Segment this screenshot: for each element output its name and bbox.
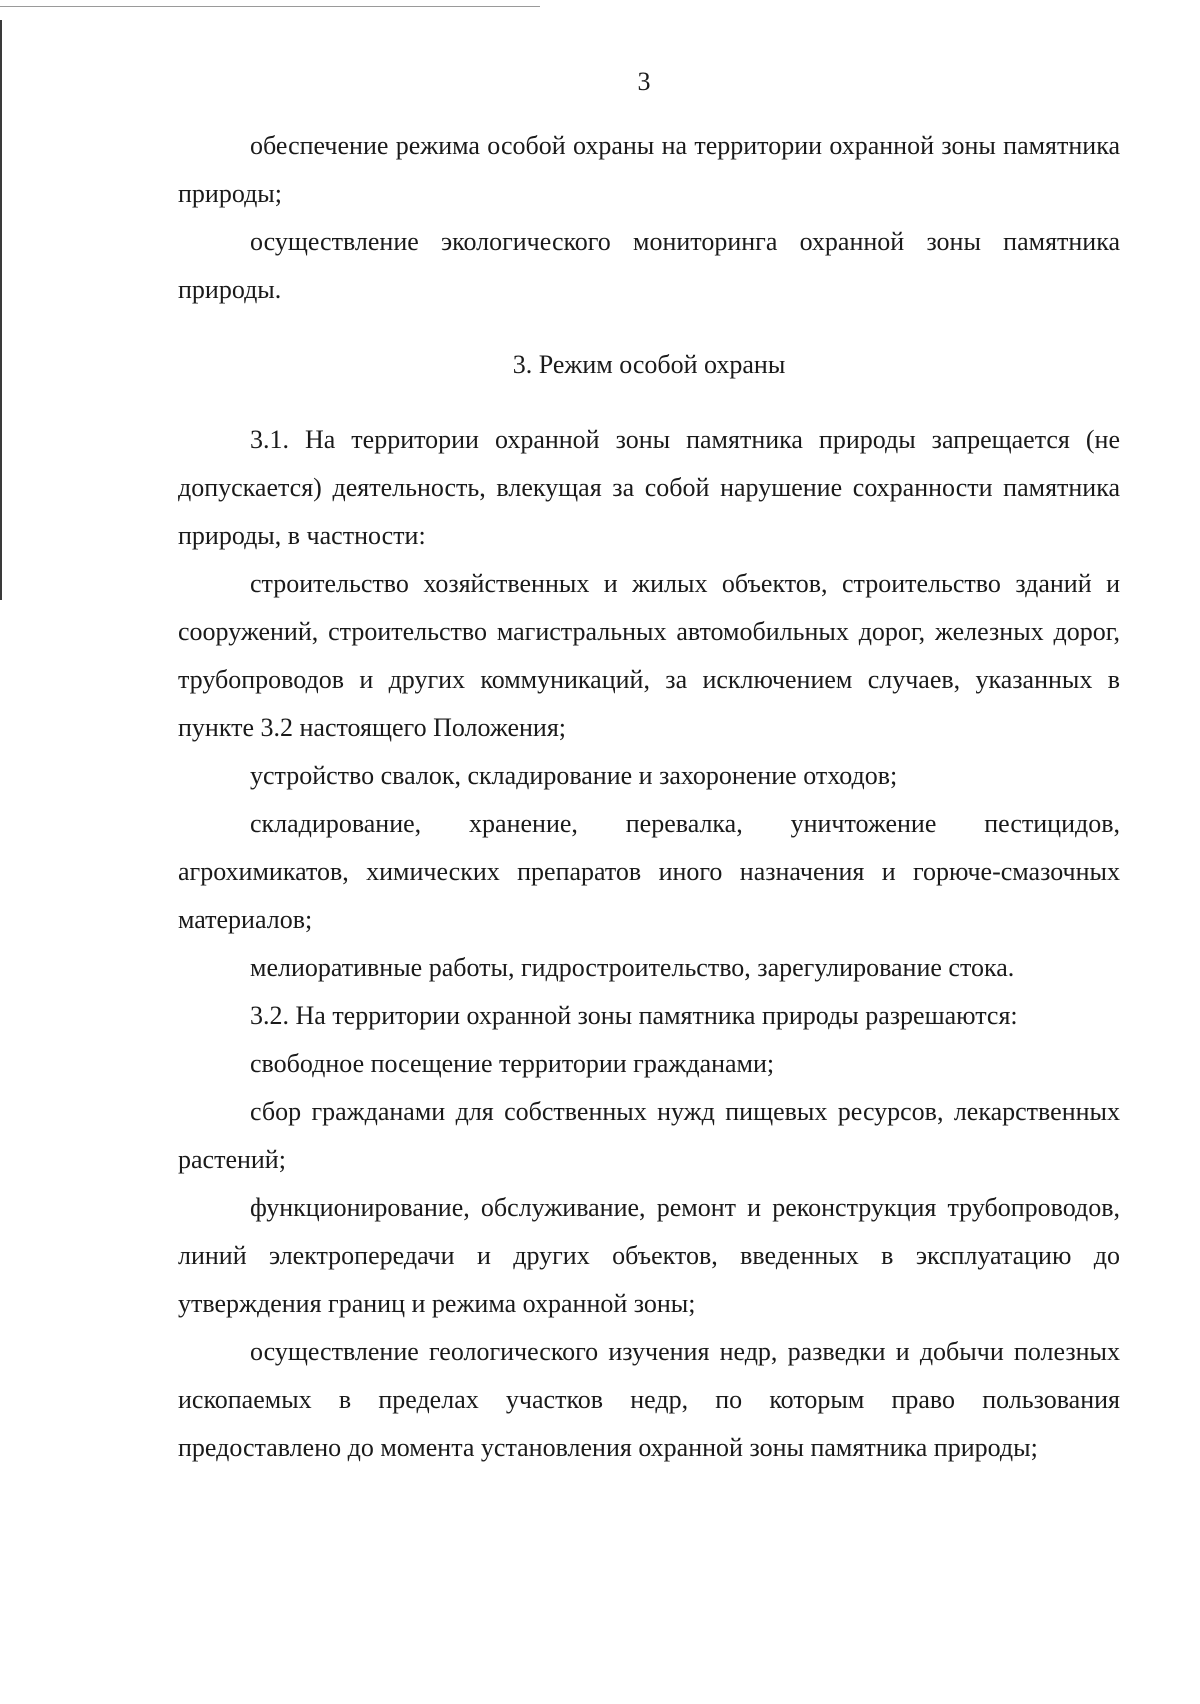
- paragraph: осуществление геологического изучения недр, разведки и добычи полезных ископаемых в пределах участков недр, по которым право пользования предоставлено до момента установления охранной зоны памятника природы;: [178, 1337, 1120, 1462]
- paragraph: 3.2. На территории охранной зоны памятника природы разрешаются:: [250, 1001, 1018, 1030]
- scan-artifact-line: [0, 6, 540, 7]
- paragraph: сбор гражданами для собственных нужд пищевых ресурсов, лекарственных растений;: [178, 1097, 1120, 1174]
- paragraph: осуществление экологического мониторинга охранной зоны памятника природы.: [178, 227, 1120, 304]
- paragraph: функционирование, обслуживание, ремонт и реконструкция трубопроводов, линий электропередачи и других объектов, введенных в эксплуатацию до утверждения границ и режима охранной зоны;: [178, 1193, 1120, 1318]
- paragraph: обеспечение режима особой охраны на территории охранной зоны памятника природы;: [178, 131, 1120, 208]
- paragraph: складирование, хранение, перевалка, уничтожение пестицидов, агрохимикатов, химических препаратов иного назначения и горюче-смазочных материалов;: [178, 809, 1120, 934]
- paragraph: строительство хозяйственных и жилых объектов, строительство зданий и сооружений, строительство магистральных автомобильных дорог, железных дорог, трубопроводов и других коммуникаций, за исключением случаев, указанных в пункте 3.2 настоящего Положения;: [178, 569, 1120, 742]
- document-body: [178, 122, 1120, 1472]
- paragraph: свободное посещение территории гражданами;: [250, 1049, 775, 1078]
- paragraph: мелиоративные работы, гидростроительство, зарегулирование стока.: [250, 953, 1015, 982]
- section-heading: 3. Режим особой охраны: [512, 350, 786, 379]
- scan-artifact-edge: [0, 20, 2, 600]
- paragraph: 3.1. На территории охранной зоны памятника природы запрещается (не допускается) деятельность, влекущая за собой нарушение сохранности памятника природы, в частности:: [178, 425, 1120, 550]
- page-number: 3: [637, 67, 651, 96]
- paragraph: устройство свалок, складирование и захоронение отходов;: [250, 761, 898, 790]
